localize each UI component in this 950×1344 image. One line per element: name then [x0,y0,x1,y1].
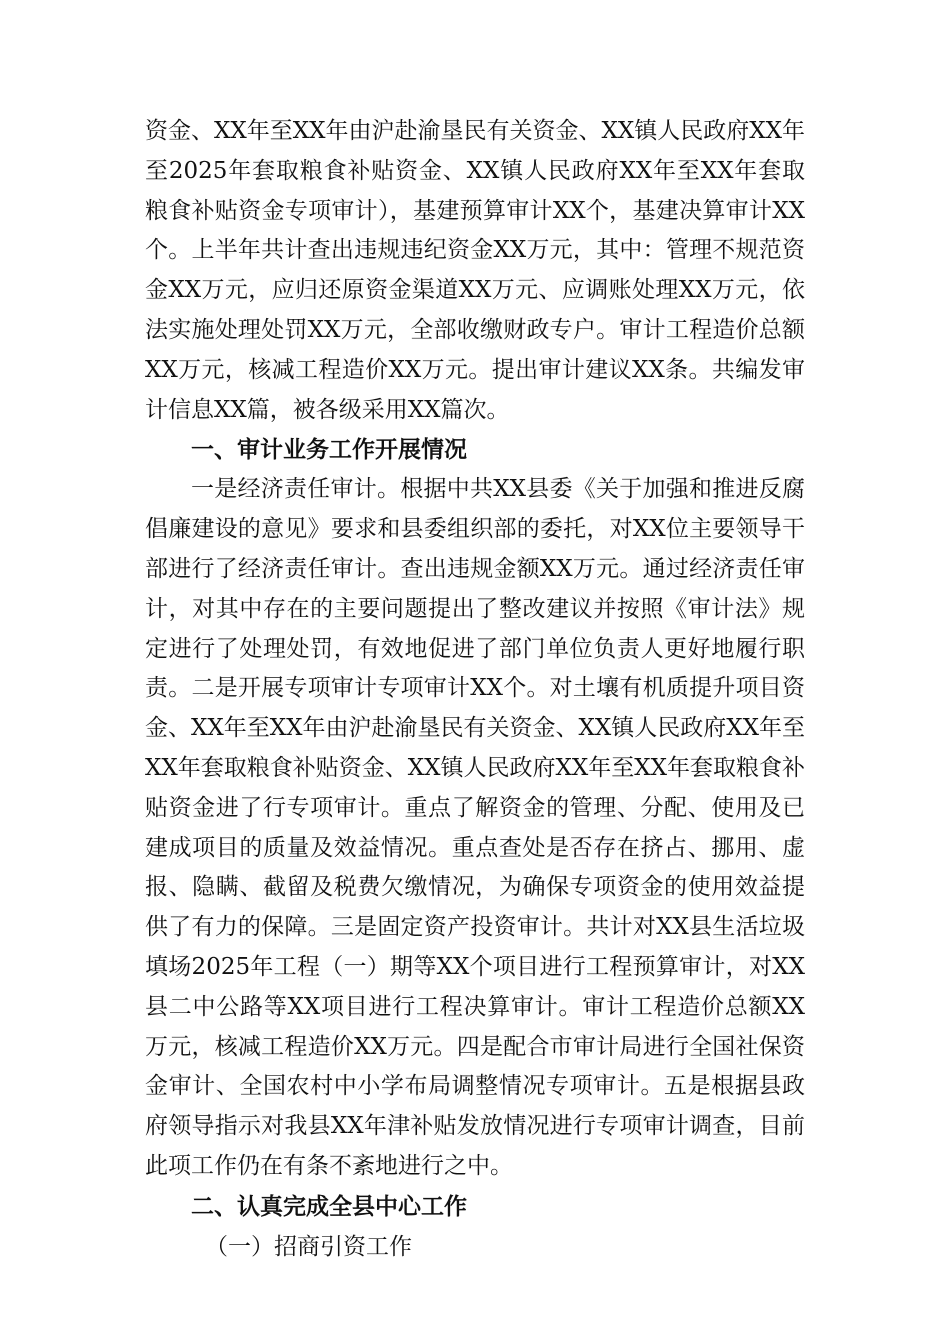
subsection-heading-1: （一）招商引资工作 [205,1233,412,1260]
paragraph-audit-work: 一是经济责任审计。根据中共XX县委《关于加强和推进反腐倡廉建设的意见》要求和县委组织部的委托，对XX位主要领导干部进行了经济责任审计。查出违规金额XX万元。通过经济责任审计，对其中存在的主要问题提出了整改建议并按照《审计法》规定进行了处理处罚，有效地促进了部门单位负责人更好地履行职责。二是开展专项审计专项审计XX个。对土壤有机质提升项目资金、XX年至XX年由沪赴渝垦民有关资金、XX镇人民政府XX年至XX年套取粮食补贴资金、XX镇人民政府XX年至XX年套取粮食补贴资金进了行专项审计。重点了解资金的管理、分配、使用及已建成项目的质量及效益情况。重点查处是否存在挤占、挪用、虚报、隐瞒、截留及税费欠缴情况，为确保专项资金的使用效益提供了有力的保障。三是固定资产投资审计。共计对XX县生活垃圾填场2025年工程（一）期等XX个项目进行工程预算审计，对XX县二中公路等XX项目进行工程决算审计。审计工程造价总额XX万元，核减工程造价XX万元。四是配合市审计局进行全国社保资金审计、全国农村中小学布局调整情况专项审计。五是根据县政府领导指示对我县XX年津补贴发放情况进行专项审计调查，目前此项工作仍在有条不紊地进行之中。 [145,476,805,1179]
document-body [145,112,805,1267]
paragraph-continued: 资金、XX年至XX年由沪赴渝垦民有关资金、XX镇人民政府XX年至2025年套取粮食补贴资金、XX镇人民政府XX年至XX年套取粮食补贴资金专项审计），基建预算审计XX个，基建决算审计XX个。上半年共计查出违规违纪资金XX万元，其中：管理不规范资金XX万元，应归还原资金渠道XX万元、应调账处理XX万元，依法实施处理处罚XX万元，全部收缴财政专户。审计工程造价总额XX万元，核减工程造价XX万元。提出审计建议XX条。共编发审计信息XX篇，被各级采用XX篇次。 [145,118,805,423]
section-heading-1: 一、审计业务工作开展情况 [191,437,467,464]
section-heading-2: 二、认真完成全县中心工作 [191,1193,467,1220]
